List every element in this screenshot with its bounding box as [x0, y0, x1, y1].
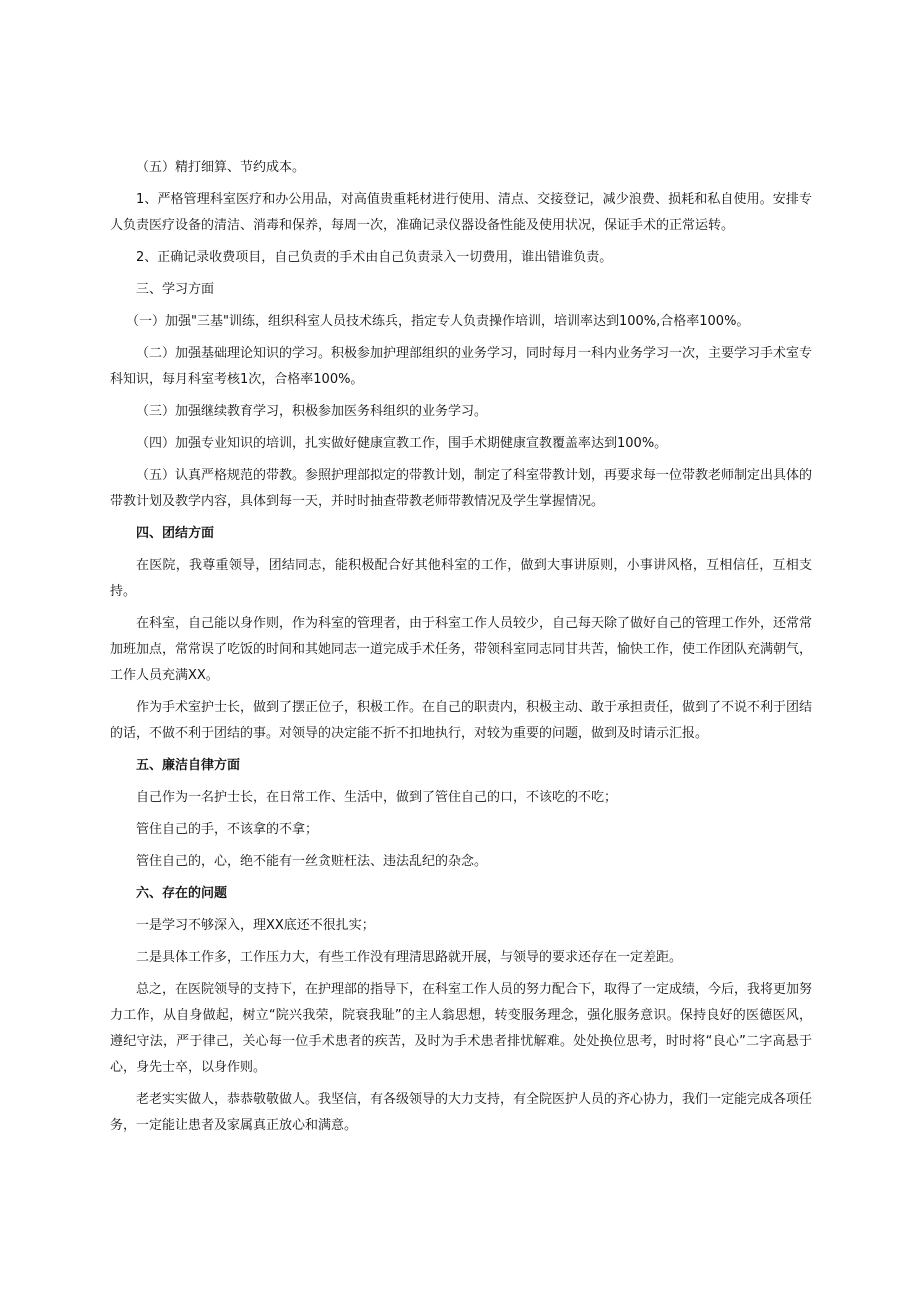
paragraph: 自己作为一名护士长，在日常工作、生活中，做到了管住自己的口，不该吃的不吃； [136, 790, 618, 805]
paragraph: 1、严格管理科室医疗和办公用品，对高值贵重耗材进行使用、清点、交接登记，减少浪费、损耗和私自使用。安排专人负责医疗设备的清洁、消毒和保养，每周一次，准确记录仪器设备性能及使用状况，保证手术的正常运转。 [110, 192, 812, 233]
paragraph: 作为手术室护士长，做到了摆正位子，积极工作。在自己的职责内，积极主动、敢于承担责任，做到了不说不利于团结的话，不做不利于团结的事。对领导的决定能不折不扣地执行，对较为重要的问题，做到及时请示汇报。 [110, 700, 813, 741]
paragraph: （一）加强"三基"训练，组织科室人员技术练兵，指定专人负责操作培训，培训率达到100%,合格率100%。 [126, 314, 750, 329]
paragraph: 二是具体工作多，工作压力大，有些工作没有理清思路就开展，与领导的要求还存在一定差距。 [136, 950, 683, 965]
paragraph: （四）加强专业知识的培训，扎实做好健康宣教工作，围手术期健康宣教覆盖率达到100%。 [136, 436, 668, 451]
paragraph: 在科室，自己能以身作则，作为科室的管理者，由于科室工作人员较少，自己每天除了做好自己的管理工作外，还常常加班加点，常常误了吃饭的时间和其她同志一道完成手术任务，带领科室同志同甘共苦，愉快工作，使工作团队充满朝气，工作人员充满XX。 [110, 616, 813, 683]
section-heading: 六、存在的问题 [136, 886, 228, 901]
paragraph: 在医院，我尊重领导，团结同志，能积极配合好其他科室的工作，做到大事讲原则，小事讲风格，互相信任，互相支持。 [110, 558, 812, 599]
paragraph: （五）认真严格规范的带教。参照护理部拟定的带教计划，制定了科室带教计划，再要求每一位带教老师制定出具体的带教计划及教学内容，具体到每一天，并时时抽查带教老师带教情况及学生掌握情况。 [110, 468, 813, 509]
paragraph: 老老实实做人，恭恭敬敬做人。我坚信，有各级领导的大力支持，有全院医护人员的齐心协力，我们一定能完成各项任务，一定能让患者及家属真正放心和满意。 [110, 1092, 813, 1133]
section-heading: 四、团结方面 [136, 526, 215, 541]
paragraph: 管住自己的，心，绝不能有一丝贪赃枉法、违法乱纪的杂念。 [136, 854, 488, 869]
document-body [110, 155, 812, 1145]
section-heading: （五）精打细算、节约成本。 [136, 160, 306, 175]
paragraph: 一是学习不够深入，理XX底还不很扎实； [136, 918, 375, 933]
paragraph: 2、正确记录收费项目，自己负责的手术由自己负责录入一切费用，谁出错谁负责。 [136, 250, 613, 265]
paragraph: 总之，在医院领导的支持下，在护理部的指导下，在科室工作人员的努力配合下，取得了一定成绩，今后，我将更加努力工作，从自身做起，树立“院兴我荣，院衰我耻”的主人翁思想，转变服务理念，强化服务意识。保持良好的医德医风，遵纪守法，严于律己，关心每一位手术患者的疾苦，及时为手术患者排忧解难。处处换位思考，时时将“良心”二字高悬于心，身先士卒，以身作则。 [110, 982, 813, 1075]
section-heading: 三、学习方面 [136, 282, 215, 297]
paragraph: （三）加强继续教育学习，积极参加医务科组织的业务学习。 [136, 404, 488, 419]
paragraph: （二）加强基础理论知识的学习。积极参加护理部组织的业务学习，同时每月一科内业务学习一次，主要学习手术室专科知识，每月科室考核1次，合格率100%。 [110, 346, 813, 387]
section-heading: 五、廉洁自律方面 [136, 758, 241, 773]
paragraph: 管住自己的手，不该拿的不拿； [136, 822, 319, 837]
